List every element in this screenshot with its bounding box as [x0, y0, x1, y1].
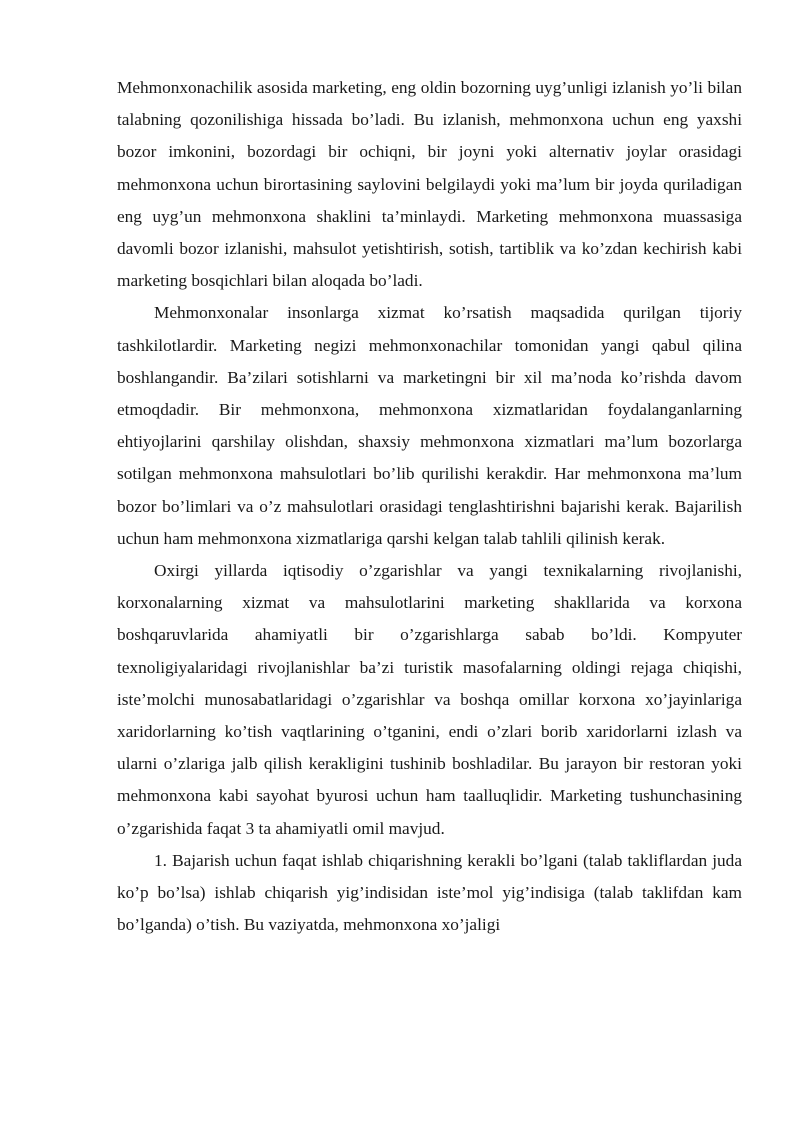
paragraph-1: Mehmonxonachilik asosida marketing, eng oldin bozorning uyg’unligi izlanish yo’li bilan talabning qozonilishiga hissada bo’ladi. Bu izlanish, mehmonxona uchun eng yaxshi bozor imkonini, bozordagi bir ochiqni, bir joyni yoki alternativ joylar orasidagi mehmonxona uchun birortasining saylovini belgilaydi yoki ma’lum bir joyda quriladigan eng uyg’un mehmonxona shaklini ta’minlaydi. Marketing mehmonxona muassasiga davomli bozor izlanishi, mahsulot yetishtirish, sotish, tartiblik va ko’zdan kechirish kabi marketing bosqichlari bilan aloqada bo’ladi. — [117, 78, 742, 291]
paragraph-2: Mehmonxonalar insonlarga xizmat ko’rsatish maqsadida qurilgan tijoriy tashkilotlardir. Marketing negizi mehmonxonachilar tomonidan yangi qabul qilina boshlangandir. Ba’zilari sotishlarni va marketingni bir xil ma’noda ko’rishda davom etmoqdadir. Bir mehmonxona, mehmonxona xizmatlaridan foydalanganlarning ehtiyojlarini qarshilay olishdan, shaxsiy mehmonxona xizmatlari ma’lum bozorlarga sotilgan mehmonxona mahsulotlari bo’lib qurilishi kerakdir. Har mehmonxona ma’lum bozor bo’limlari va o’z mahsulotlari orasidagi tenglashtirishni bajarishi kerak. Bajarilish uchun ham mehmonxona xizmatlariga qarshi kelgan talab tahlili qilinish kerak. — [117, 303, 742, 548]
paragraph-4: 1. Bajarish uchun faqat ishlab chiqarishning kerakli bo’lgani (talab takliflardan juda ko’p bo’lsa) ishlab chiqarish yig’indisidan iste’mol yig’indisiga (talab taklifdan kam bo’lganda) o’tish. Bu vaziyatda, mehmonxona xo’jaligi — [117, 850, 742, 935]
document-page — [117, 72, 742, 941]
paragraph-3: Oxirgi yillarda iqtisodiy o’zgarishlar va yangi texnikalarning rivojlanishi, korxonalarning xizmat va mahsulotlarini marketing shakllarida va korxona boshqaruvlarida ahamiyatli bir o’zgarishlarga sabab bo’ldi. Kompyuter texnoligiyalaridagi rivojlanishlar ba’zi turistik masofalarning oldingi rejaga chiqishi, iste’molchi munosabatlaridagi o’zgarishlar va boshqa omillar korxona xo’jayinlariga xaridorlarning ko’tish vaqtlarining o’tganini, endi o’zlari borib xaridorlarni izlash va ularni o’zlariga jalb qilish kerakligini tushinib boshladilar. Bu jarayon bir restoran yoki mehmonxona kabi sayohat byurosi uchun ham taalluqlidir. Marketing tushunchasining o’zgarishida faqat 3 ta ahamiyatli omil mavjud. — [117, 561, 742, 838]
